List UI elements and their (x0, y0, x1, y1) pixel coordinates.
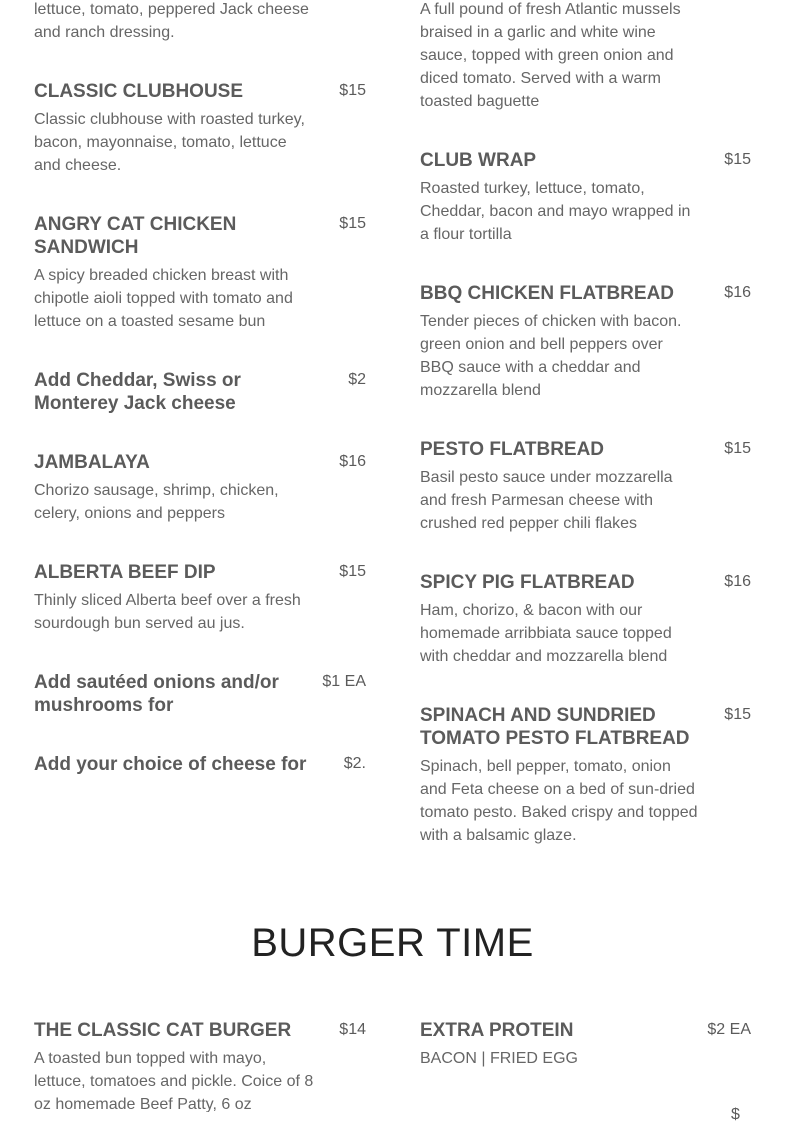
addon-price: $2 (348, 371, 366, 388)
item-price: $15 (339, 563, 366, 580)
menu-item (34, 561, 366, 635)
item-name: BBQ CHICKEN FLATBREAD (420, 283, 675, 304)
item-price: $15 (724, 706, 751, 723)
item-name: THE CLASSIC CAT BURGER (34, 1020, 292, 1041)
item-description: Ham, chorizo, & bacon with our homemade arribbiata sauce topped with cheddar and mozzarella blend (420, 602, 672, 665)
menu-item (420, 282, 751, 402)
item-price: $15 (724, 151, 751, 168)
item-name: EXTRA PROTEIN (420, 1020, 574, 1041)
menu-item (420, 149, 751, 246)
menu-item (420, 1019, 751, 1070)
menu-addon (34, 369, 366, 415)
menu-item (420, 438, 751, 535)
burger-column-right (420, 1019, 751, 1112)
item-description: Chorizo sausage, shrimp, chicken, celery, onions and peppers (34, 482, 279, 522)
menu-item (34, 213, 366, 333)
addon-name: Add Cheddar, Swiss or Monterey Jack cheese (34, 370, 241, 414)
menu-addon (34, 753, 366, 776)
menu-item (420, 571, 751, 668)
item-description: A spicy breaded chicken breast with chipotle aioli topped with tomato and lettuce on a toasted sesame bun (34, 267, 293, 330)
item-name: JAMBALAYA (34, 452, 150, 473)
item-name: CLUB WRAP (420, 150, 537, 171)
addon-price: $2. (343, 755, 366, 772)
item-price: $15 (339, 215, 366, 232)
item-price: $2 EA (707, 1021, 751, 1038)
addon-price: $1 EA (322, 673, 366, 690)
next-item-price: $ (731, 1106, 740, 1123)
item-description: Roasted turkey, lettuce, tomato, Cheddar, bacon and mayo wrapped in a flour tortilla (420, 180, 691, 243)
item-description: BACON | FRIED EGG (420, 1050, 578, 1067)
item-name: SPINACH AND SUNDRIED TOMATO PESTO FLATBREAD (420, 705, 690, 749)
item-description: Tender pieces of chicken with bacon. green onion and bell peppers over BBQ sauce with a cheddar and mozzarella blend (420, 313, 682, 399)
item-name: ANGRY CAT CHICKEN SANDWICH (34, 214, 237, 258)
previous-item-description: lettuce, tomato, peppered Jack cheese and ranch dressing. (34, 1, 309, 41)
item-description: Thinly sliced Alberta beef over a fresh sourdough bun served au jus. (34, 592, 301, 632)
item-price: $15 (339, 82, 366, 99)
item-price: $14 (339, 1021, 366, 1038)
menu-item (420, 704, 751, 847)
item-description: A toasted bun topped with mayo, lettuce, tomatoes and pickle. Coice of 8 oz homemade Beef Patty, 6 oz (34, 1050, 314, 1112)
menu-column-right (420, 0, 751, 880)
addon-name: Add your choice of cheese for (34, 754, 307, 775)
burger-column-left (34, 1019, 366, 1112)
item-name: ALBERTA BEEF DIP (34, 562, 216, 583)
item-name: CLASSIC CLUBHOUSE (34, 81, 244, 102)
item-price: $16 (724, 284, 751, 301)
menu-column-left (34, 0, 366, 880)
item-description: Basil pesto sauce under mozzarella and fresh Parmesan cheese with crushed red pepper chili flakes (420, 469, 673, 532)
section-title: BURGER TIME (251, 921, 534, 965)
item-price: $15 (724, 440, 751, 457)
menu-addon (34, 671, 366, 717)
mussels-item-description: A full pound of fresh Atlantic mussels braised in a garlic and white wine sauce, topped with green onion and diced tomato. Served with a warm toasted baguette (420, 1, 681, 110)
menu-item (34, 1019, 366, 1112)
item-price: $16 (724, 573, 751, 590)
item-name: SPICY PIG FLATBREAD (420, 572, 635, 593)
item-description: Spinach, bell pepper, tomato, onion and Feta cheese on a bed of sun-dried tomato pesto. Baked crispy and topped with a balsamic glaze. (420, 758, 698, 844)
menu-item (34, 451, 366, 525)
item-description: Classic clubhouse with roasted turkey, bacon, mayonnaise, tomato, lettuce and cheese. (34, 111, 305, 174)
addon-name: Add sautéed onions and/or mushrooms for (34, 672, 279, 716)
item-name: PESTO FLATBREAD (420, 439, 605, 460)
menu-item (34, 80, 366, 177)
item-price: $16 (339, 453, 366, 470)
